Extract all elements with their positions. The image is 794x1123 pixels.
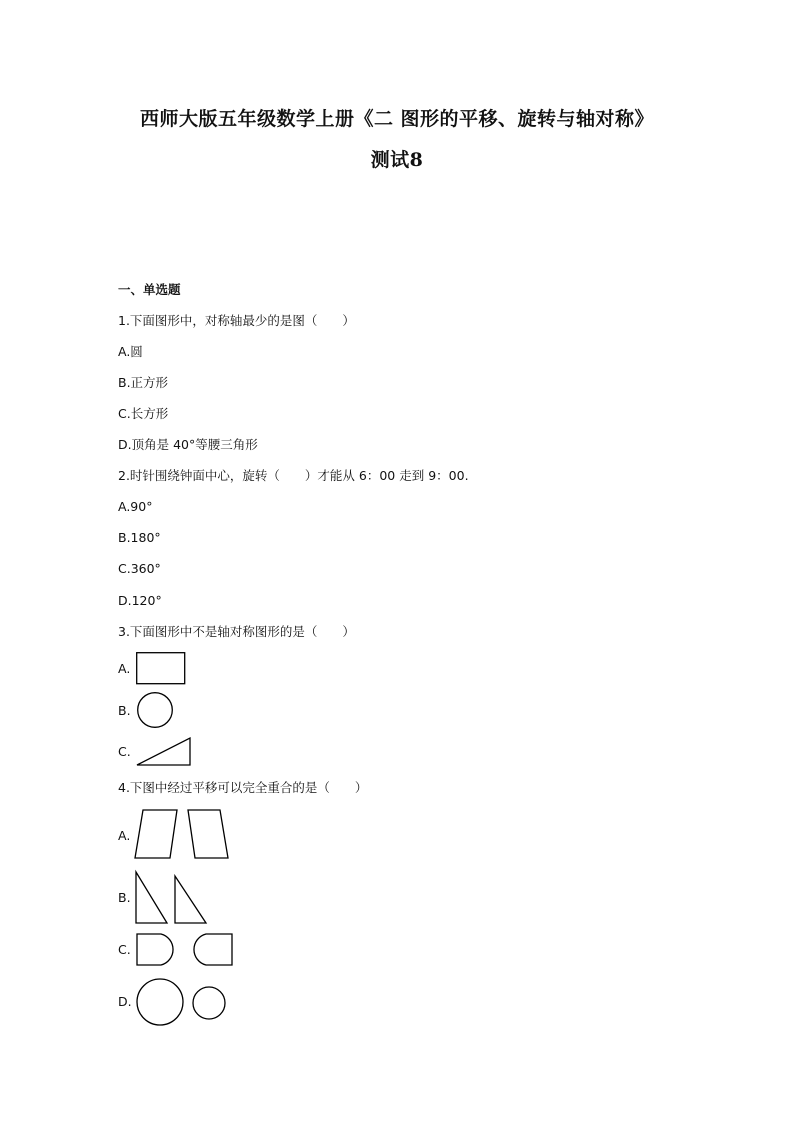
q1-option-c[interactable]: C.长方形	[118, 406, 169, 421]
q2-option-c[interactable]: C.360°	[118, 561, 161, 576]
q1-option-d[interactable]: D.顶角是 40°等腰三角形	[118, 437, 258, 452]
page-title: 西师大版五年级数学上册《二 图形的平移、旋转与轴对称》	[139, 108, 655, 130]
q4-option-d[interactable]: D.	[118, 994, 132, 1009]
two-d-shapes	[136, 933, 236, 967]
d-shape-left	[137, 934, 173, 965]
q4-option-c[interactable]: C.	[118, 942, 131, 957]
q4-option-a[interactable]: A.	[118, 828, 131, 843]
parallelogram-left	[135, 810, 177, 858]
section-heading: 一、单选题	[118, 282, 181, 297]
two-right-triangles	[135, 871, 209, 925]
q2-option-a[interactable]: A.90°	[118, 499, 153, 514]
parallelogram-right	[188, 810, 228, 858]
question-2-stem: 2.时针围绕钟面中心，旋转（ ）才能从 6：00 走到 9：00.	[118, 468, 469, 483]
question-4-stem: 4.下图中经过平移可以完全重合的是（ ）	[118, 780, 368, 795]
question-3-stem: 3.下面图形中不是轴对称图形的是（ ）	[118, 624, 355, 639]
two-parallelograms	[134, 809, 232, 861]
d-shape-right	[194, 934, 232, 965]
circle-icon	[137, 692, 175, 730]
right-triangle-icon	[136, 737, 192, 767]
q3-option-a[interactable]: A.	[118, 661, 131, 676]
triangle-right	[175, 876, 206, 923]
q2-option-d[interactable]: D.120°	[118, 593, 162, 608]
circle-large	[137, 979, 183, 1025]
q2-option-b[interactable]: B.180°	[118, 530, 161, 545]
question-1-stem: 1.下面图形中，对称轴最少的是图（ ）	[118, 313, 355, 328]
q1-option-a[interactable]: A.圆	[118, 344, 143, 359]
q3-option-b[interactable]: B.	[118, 703, 131, 718]
page-subtitle: 测试8	[370, 149, 424, 171]
q4-option-b[interactable]: B.	[118, 890, 131, 905]
q1-option-b[interactable]: B.正方形	[118, 375, 169, 390]
q3-option-c[interactable]: C.	[118, 744, 131, 759]
rectangle-icon	[136, 652, 186, 686]
two-circles	[136, 978, 228, 1028]
triangle-left	[136, 872, 167, 923]
circle-small	[193, 987, 225, 1019]
